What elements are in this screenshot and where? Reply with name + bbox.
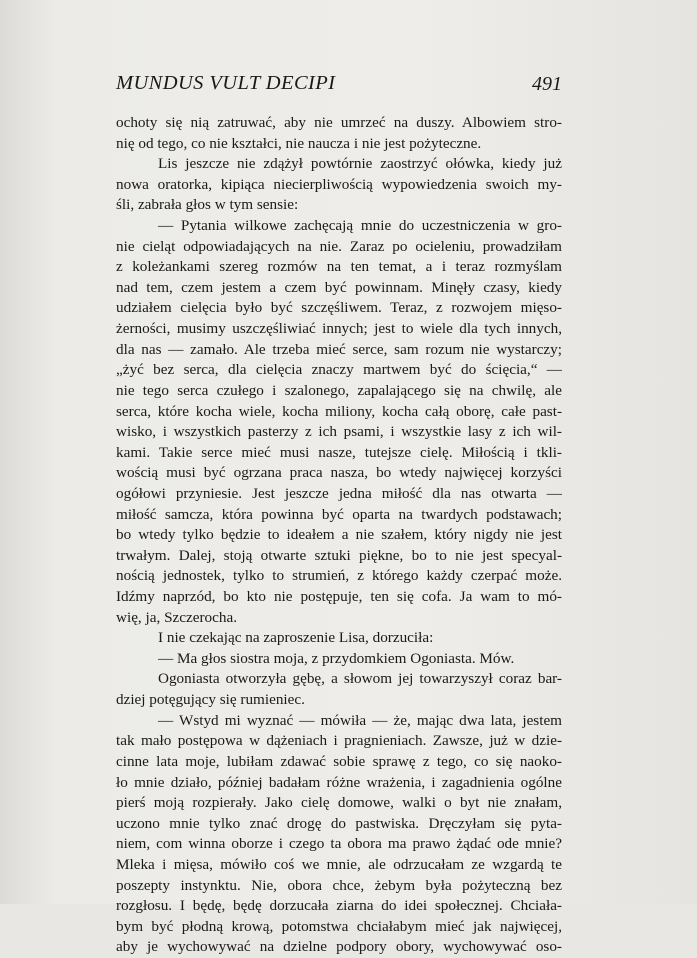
text-line: bym być płodną krową, potomstwa chciałabym mieć jak najwięcej, bbox=[116, 917, 562, 935]
text-line: serca, które kocha wiele, kocha miliony, kocha całą oborę, całe past- bbox=[116, 402, 562, 420]
text-line: nad tem, czem jestem a czem być powinnam. Minęły czasy, kiedy bbox=[116, 278, 562, 296]
text-line: nowa oratorka, kipiąca niecierpliwością wypowiedzenia swoich my- bbox=[116, 175, 562, 193]
text-line: pierś moją rozpierały. Jako cielę domowe, walki o byt nie znałam, bbox=[116, 794, 562, 812]
text-line: — Ma głos siostra moja, z przydomkiem Ogoniasta. Mów. bbox=[158, 649, 515, 667]
text-line: z koleżankami szereg rozmów na ten temat, a i teraz rozmyślam bbox=[116, 258, 562, 276]
text-line: wisko, i wszystkich pasterzy z ich psami, i wszystkie lasy z ich wil- bbox=[116, 423, 562, 441]
text-line: Ogoniasta otworzyła gębę, a słowom jej towarzyszył coraz bar- bbox=[158, 670, 562, 688]
text-line: uczono mnie tylko znać drogę do pastwiska. Dręczyłam się pyta- bbox=[116, 814, 562, 832]
text-line: Mleka i mięsa, mówiło coś we mnie, ale odrzucałam ze wzgardą te bbox=[116, 855, 562, 873]
text-line: cinne lata moje, lubiłam zdawać sobie sprawę z tego, co się naoko- bbox=[116, 752, 562, 770]
text-line: udziałem cielęcia było być szczęśliwem. Teraz, z rozwojem mięso- bbox=[116, 299, 562, 317]
text-line: nością jednostek, tylko to strumień, z którego każdy czerpać może. bbox=[116, 567, 562, 585]
text-line: wię, ja, Szczerocha. bbox=[116, 608, 238, 626]
text-line: Lis jeszcze nie zdążył powtórnie zaostrzyć ołówka, kiedy już bbox=[158, 155, 562, 173]
text-line: ogółowi przyniesie. Jest jeszcze jedna miłość dla nas otwarta — bbox=[116, 484, 562, 502]
text-line: — Pytania wilkowe zachęcają mnie do uczestniczenia w gro- bbox=[158, 217, 562, 235]
running-head-title: MUNDUS VULT DECIPI bbox=[116, 72, 336, 94]
text-line: — Wstyd mi wyznać — mówiła — że, mając dwa lata, jestem bbox=[158, 711, 562, 729]
text-line: nię od tego, co nie kształci, nie naucza i nie jest pożyteczne. bbox=[116, 134, 482, 152]
text-line: trwałym. Dalej, stoją otwarte sztuki piękne, bo to nie jest specyal- bbox=[116, 546, 562, 564]
text-line: miłość samcza, która powinna być oparta na twardych podstawach; bbox=[116, 505, 562, 523]
text-line: I nie czekając na zaproszenie Lisa, dorzuciła: bbox=[158, 629, 434, 647]
text-line: nie cieląt odpowiadających na nie. Zaraz po ocieleniu, prowadziłam bbox=[116, 237, 562, 255]
page-number: 491 bbox=[532, 73, 562, 95]
text-line: kami. Takie serce mieć musi nasze, tutejsze cielę. Miłością i tkli- bbox=[116, 443, 562, 461]
body-text bbox=[116, 113, 562, 958]
text-line: poszepty instynktu. Nie, obora chce, żebym była pożyteczną bez bbox=[116, 876, 562, 894]
text-line: dziej potęgujący się rumieniec. bbox=[116, 691, 305, 709]
text-line: tak mało postępowa w dążeniach i pragnieniach. Zawsze, już w dzie- bbox=[116, 732, 562, 750]
text-line: bo wtedy tylko będzie to ideałem a nie szałem, który nigdy nie jest bbox=[116, 526, 562, 544]
text-line: ło mnie działo, później badałam różne wrażenia, i zagadnienia ogólne bbox=[116, 773, 562, 791]
text-line: „żyć bez serca, dla cielęcia znaczy martwem być do ścięcia,“ — bbox=[116, 361, 562, 379]
text-line: ochoty się nią zatruwać, aby nie umrzeć na duszy. Albowiem stro- bbox=[116, 114, 562, 131]
text-line: żerności, musimy uszczęśliwiać innych; jest to wiele dla tych innych, bbox=[116, 320, 562, 338]
text-line: Idźmy naprzód, bo kto nie postępuje, ten się cofa. Ja wam to mó- bbox=[116, 588, 562, 606]
text-line: aby je wychowywać na dzielne podpory obory, wychowywać oso- bbox=[116, 938, 562, 956]
text-line: dla nas — zamało. Ale trzeba mieć serce, sam rozum nie wystarczy; bbox=[116, 340, 562, 358]
text-line: niem, com winna oborze i czego ta obora ma prawo żądać ode mnie? bbox=[116, 835, 562, 853]
text-line: wością musi być ogrzana praca nasza, bo wtedy najwięcej korzyści bbox=[116, 464, 562, 482]
text-line: nie tego serca czułego i szalonego, zapalającego się na chwilę, ale bbox=[116, 381, 562, 399]
text-line: śli, zabrała głos w tym sensie: bbox=[116, 196, 299, 214]
text-line: rozgłosu. I będę, będę dorzucała ziarna do idei społecznej. Chciała- bbox=[116, 897, 562, 915]
running-head bbox=[116, 72, 562, 100]
